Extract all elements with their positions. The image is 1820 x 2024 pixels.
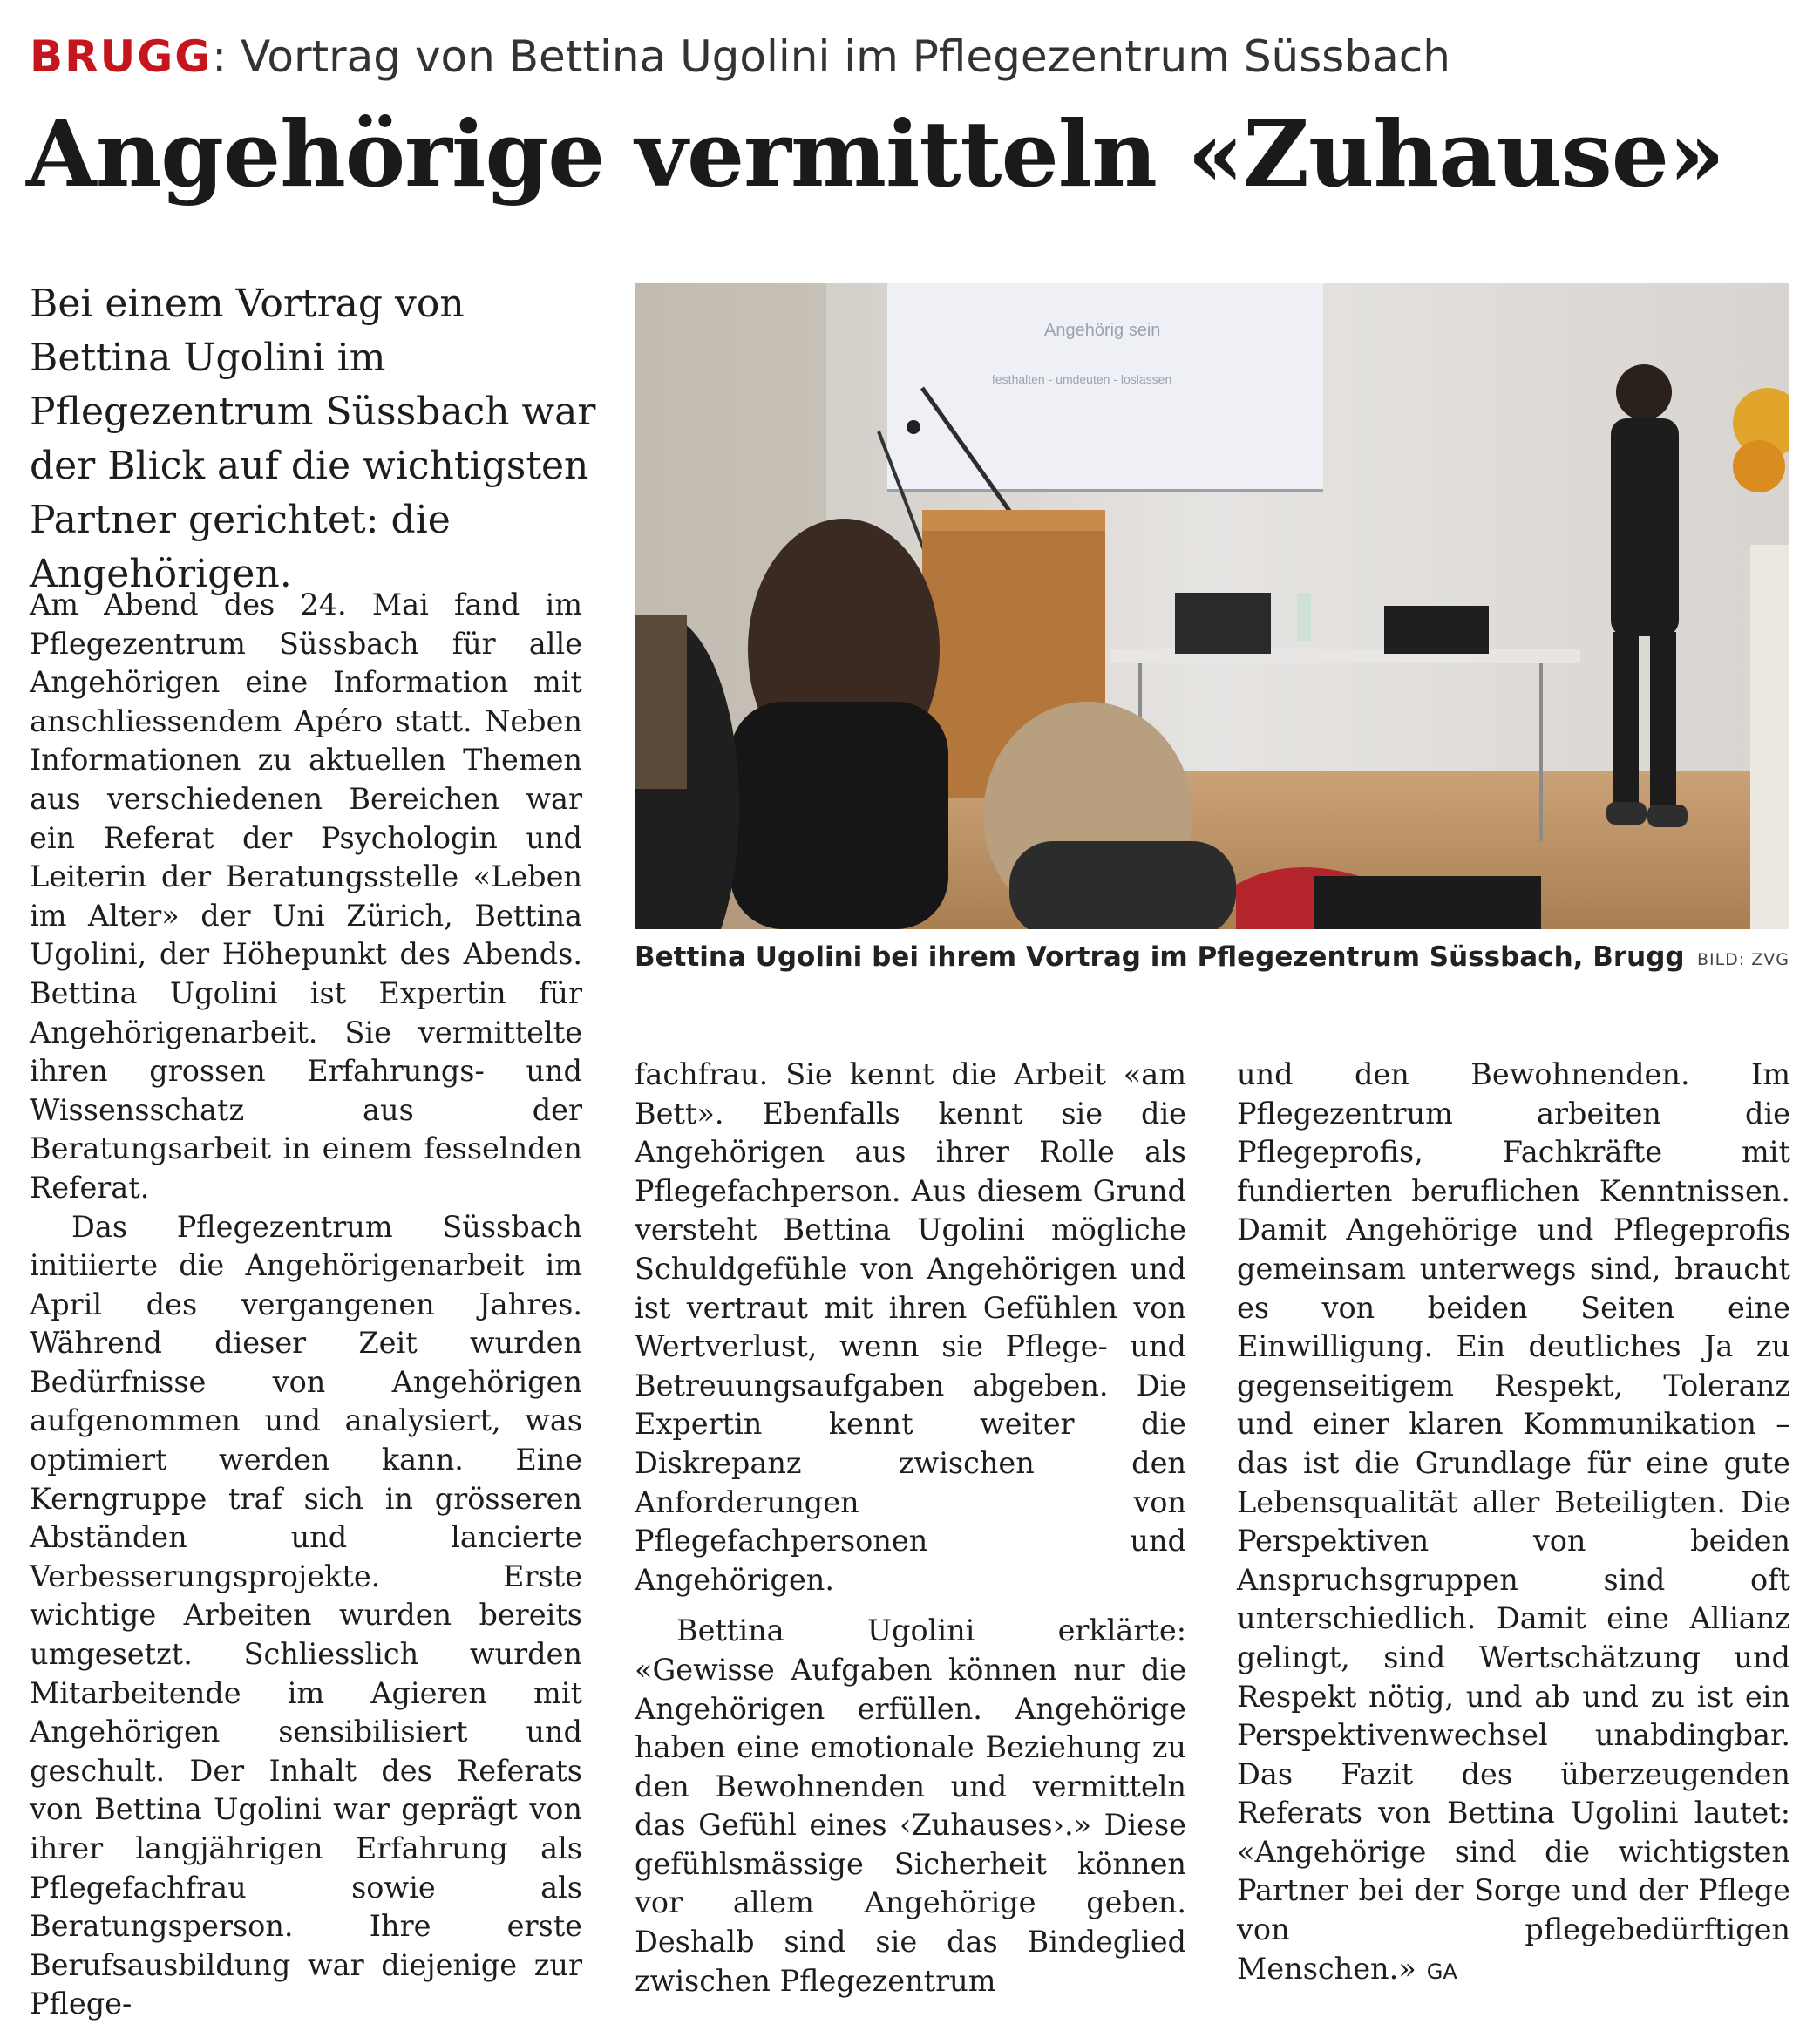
photo-credit: BILD: ZVG	[1696, 950, 1789, 969]
lead-paragraph: Bei einem Vortrag von Bettina Ugolini im Pflegezentrum Süssbach war der Blick auf die wichtigsten Partner gerichtet: die Angehörigen.	[30, 282, 596, 596]
headline: Angehörige vermitteln «Zuhause»	[26, 100, 1724, 207]
body-paragraph-3: Bettina Ugolini erklärte: «Gewisse Aufgaben können nur die Angehörigen erfüllen. Angehörige haben eine emotionale Beziehung zu den Bewohnenden und vermitteln das Gefühl eines ‹Zuhauses›.» Diese gefühlsmässige Sicherheit können vor allem Angehörige geben. Deshalb sind sie das Bindeglied zwischen Pflegezentrum	[635, 1613, 1186, 1998]
column-2	[635, 1056, 1186, 2000]
slide-subtitle: festhalten - umdeuten - loslassen	[992, 372, 1172, 386]
photo-caption	[635, 941, 1789, 981]
body-paragraph-1: Am Abend des 24. Mai fand im Pflegezentrum Süssbach für alle Angehörigen eine Information mit anschliessendem Apéro statt. Neben Informationen zu aktuellen Themen aus verschiedenen Bereichen war ein Referat der Psychologin und Leiterin der Beratungsstelle «Leben im Alter» der Uni Zürich, Bettina Ugolini, der Höhepunkt des Abends. Bettina Ugolini ist Expertin für Angehörigenarbeit. Sie vermittelte ihren grossen Erfahrungs- und Wissensschatz aus der Beratungsarbeit in einem fesselnden Referat.	[30, 588, 582, 1205]
body-paragraph-3-continued	[1237, 1056, 1790, 1991]
article-photo	[635, 283, 1789, 929]
column-3	[1237, 1056, 1790, 1991]
kicker-text: : Vortrag von Bettina Ugolini im Pflegezentrum Süssbach	[212, 31, 1450, 82]
author-signature: GA	[1426, 1959, 1457, 1984]
slide-title: Angehörig sein	[1044, 321, 1161, 340]
kicker	[30, 26, 1450, 87]
projection-screen	[887, 283, 1323, 492]
kicker-place: BRUGG	[30, 31, 213, 82]
caption-text: Bettina Ugolini bei ihrem Vortrag im Pflegezentrum Süssbach, Brugg	[635, 941, 1685, 973]
body-paragraph-2: Das Pflegezentrum Süssbach initiierte die Angehörigenarbeit im April des vergangenen Jahres. Während dieser Zeit wurden Bedürfnisse von Angehörigen aufgenommen und analysiert, was optimiert werden kann. Eine Kerngruppe traf sich in grösseren Abständen und lancierte Verbesserungsprojekte. Erste wichtige Arbeiten wurden bereits umgesetzt. Schliesslich wurden Mitarbeitende im Agieren mit Angehörigen sensibilisiert und geschult. Der Inhalt des Referats von Bettina Ugolini war geprägt von ihrer langjährigen Erfahrung als Pflegefachfrau sowie als Beratungsperson. Ihre erste Berufsausbildung war diejenige zur Pflege-	[30, 1209, 582, 2021]
column-1	[30, 586, 582, 2024]
body-paragraph-3-continued-text: und den Bewohnenden. Im Pflegezentrum arbeiten die Pflegeprofis, Fachkräfte mit fundierten beruflichen Kenntnissen. Damit Angehörige und Pflegeprofis gemeinsam unterwegs sind, braucht es von beiden Seiten eine Einwilligung. Ein deutliches Ja zu gegenseitigem Respekt, Toleranz und einer klaren Kommunikation – das ist die Grundlage für eine gute Lebensqualität aller Beteiligten. Die Perspektiven von beiden Anspruchsgruppen sind oft unterschiedlich. Damit eine Allianz gelingt, sind Wertschätzung und Respekt nötig, und ab und zu ist ein Perspektivenwechsel unabdingbar. Das Fazit des überzeugenden Referats von Bettina Ugolini lautet: «Angehörige sind die wichtigsten Partner bei der Sorge und der Pflege von pflegebedürftigen Menschen.»	[1237, 1057, 1790, 1986]
body-paragraph-2-continued: fachfrau. Sie kennt die Arbeit «am Bett». Ebenfalls kennt sie die Angehörigen aus ihrer Rolle als Pflegefachperson. Aus diesem Grund versteht Bettina Ugolini mögliche Schuldgefühle von Angehörigen und ist vertraut mit ihren Gefühlen von Wertverlust, wenn sie Pflege- und Betreuungsaufgaben abgeben. Die Expertin kennt weiter die Diskrepanz zwischen den Anforderungen von Pflegefachpersonen und Angehörigen.	[635, 1057, 1186, 1597]
